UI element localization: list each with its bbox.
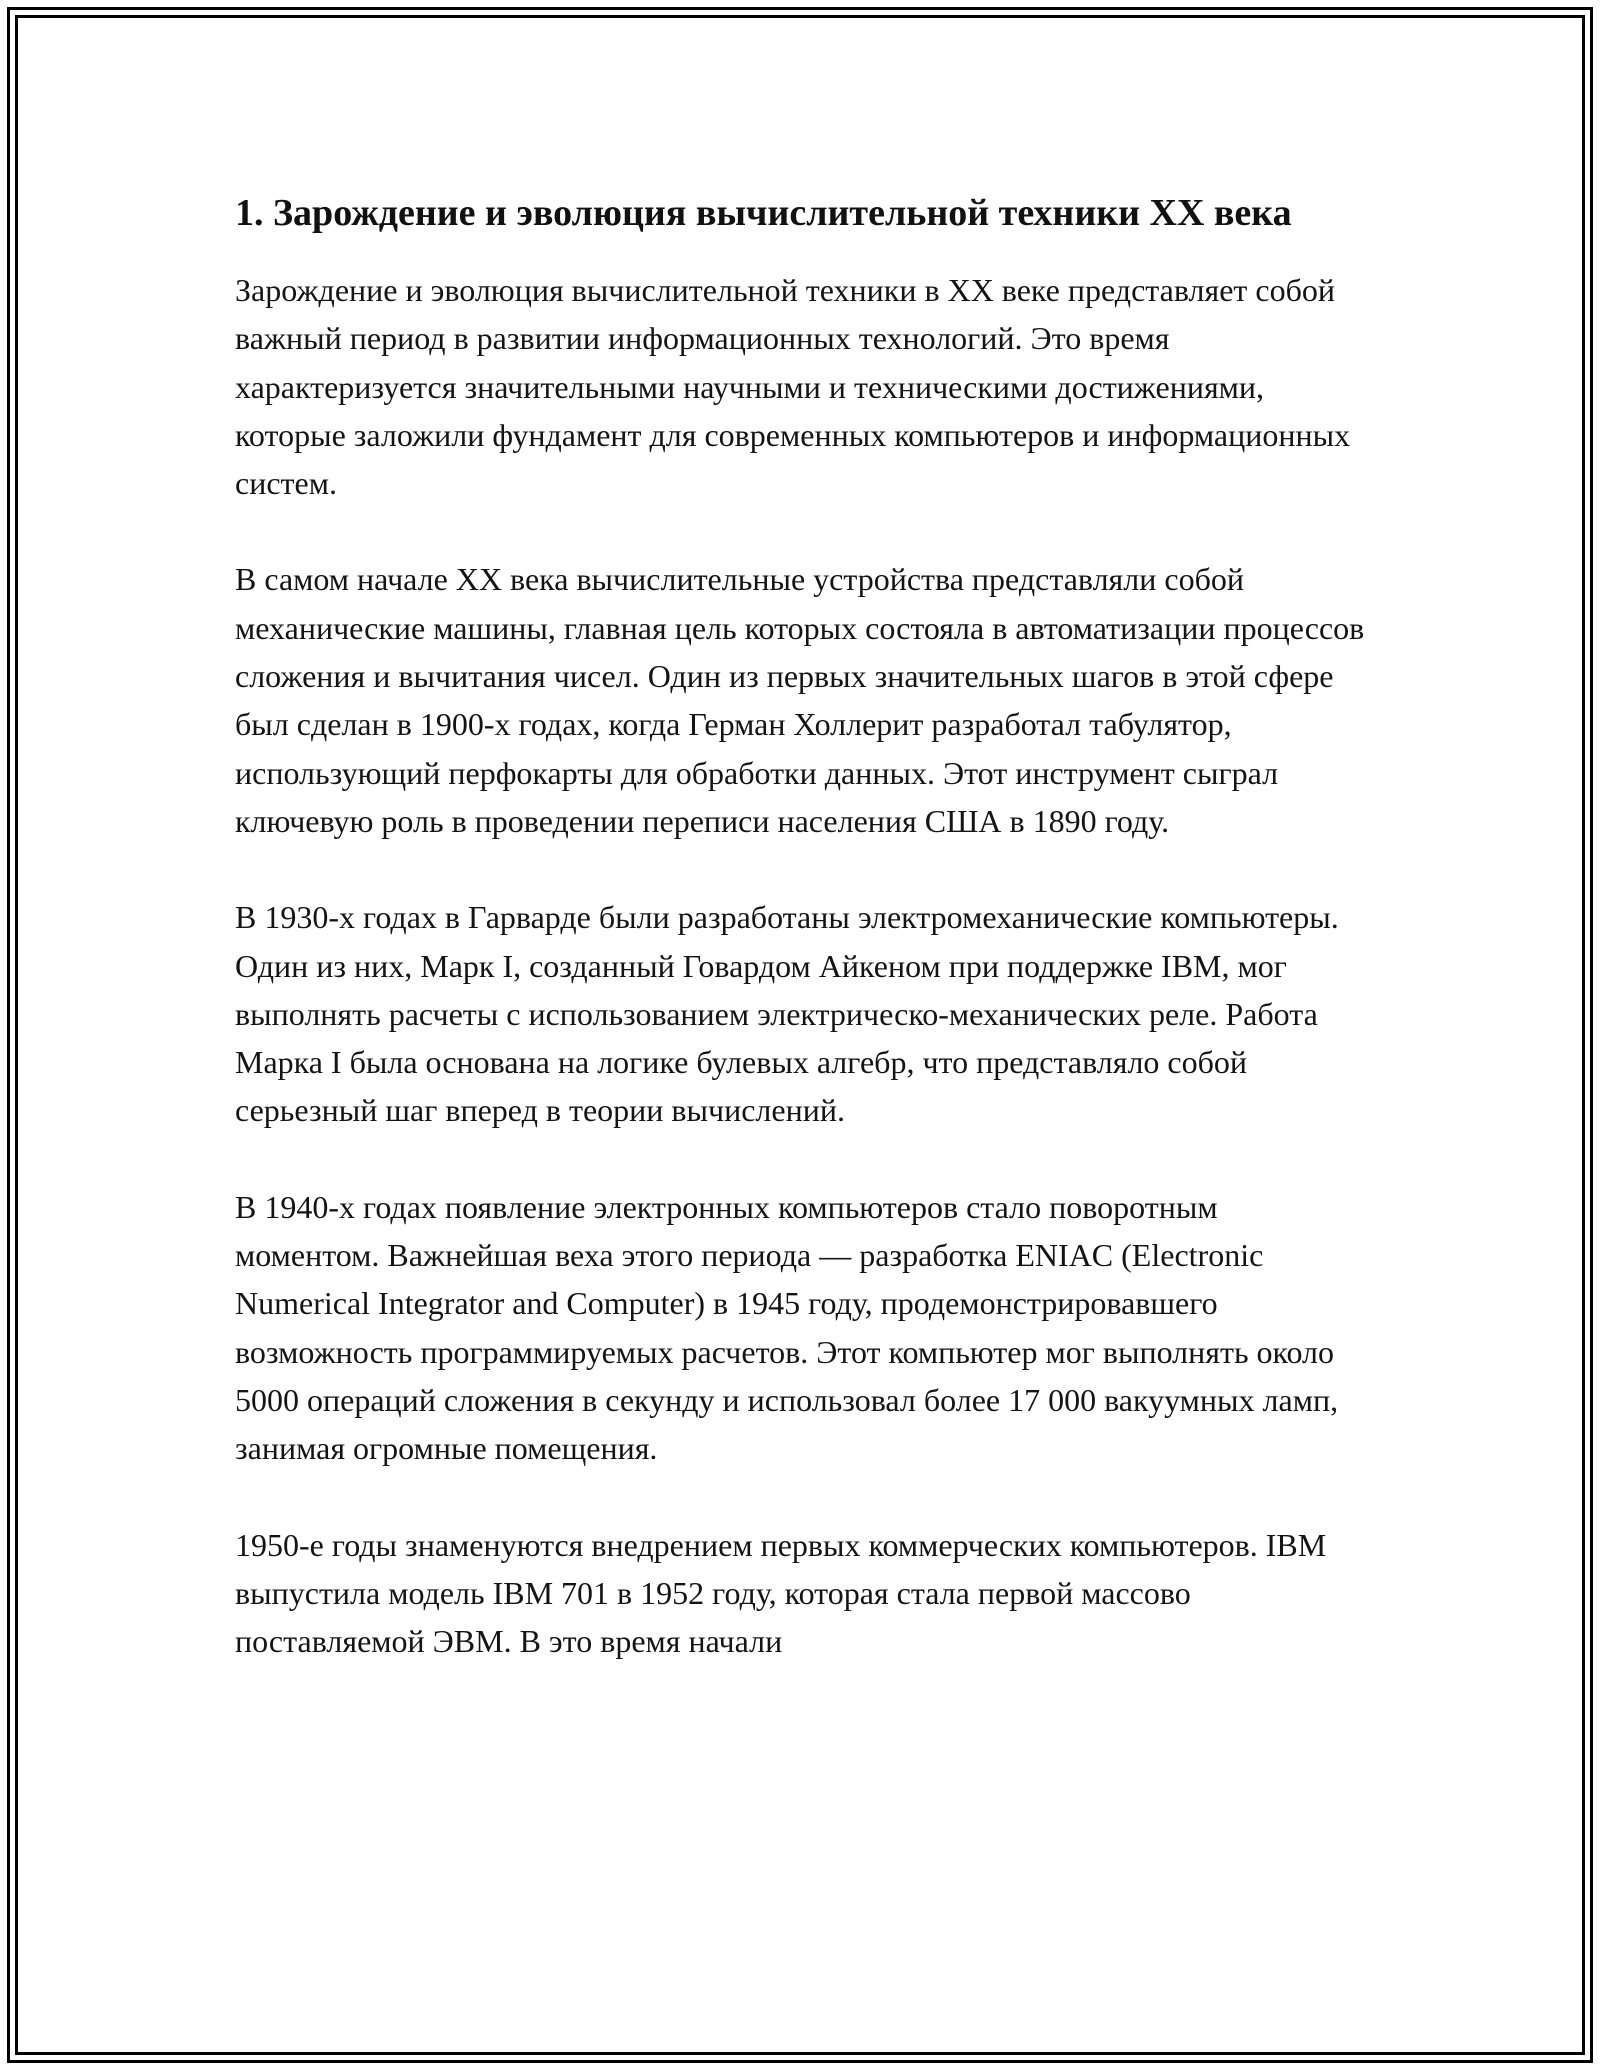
paragraph-2: В самом начале XX века вычислительные устройства представляли собой механические машины, главная цель которых состояла в автоматизации процессов сложения и вычитания чисел. Один из первых значительных шагов в этой сфере был сделан в 1900-х годах, когда Герман Холлерит разработал табулятор, использующий перфокарты для обработки данных. Этот инструмент сыграл ключевую роль в проведении переписи населения США в 1890 году. <box>235 561 1365 839</box>
paragraph-5: 1950-е годы знаменуются внедрением первых коммерческих компьютеров. IBM выпустила модель IBM 701 в 1952 году, которая стала первой массово поставляемой ЭВМ. В это время начали <box>235 1526 1327 1660</box>
section-title: 1. Зарождение и эволюция вычислительной техники XX века <box>235 192 1292 234</box>
document-content <box>235 186 1365 1713</box>
document-body <box>235 266 1365 1665</box>
paragraph-3: В 1930-х годах в Гарварде были разработаны электромеханические компьютеры. Один из них, Марк I, созданный Говардом Айкеном при поддержке IBM, мог выполнять расчеты с использованием электрическо-механических реле. Работа Марка I была основана на логике булевых алгебр, что представляло собой серьезный шаг вперед в теории вычислений. <box>235 899 1339 1129</box>
paragraph-4: В 1940-х годах появление электронных компьютеров стало поворотным моментом. Важнейшая веха этого периода — разработка ENIAC (Electronic Numerical Integrator and Computer) в 1945 году, продемонстрировавшего возможность программируемых расчетов. Этот компьютер мог выполнять около 5000 операций сложения в секунду и использовал более 17 000 вакуумных ламп, занимая огромные помещения. <box>235 1188 1339 1467</box>
paragraph-1: Зарождение и эволюция вычислительной техники в XX веке представляет собой важный период в развитии информационных технологий. Это время характеризуется значительными научными и техническими достижениями, которые заложили фундамент для современных компьютеров и информационных систем. <box>235 272 1351 502</box>
